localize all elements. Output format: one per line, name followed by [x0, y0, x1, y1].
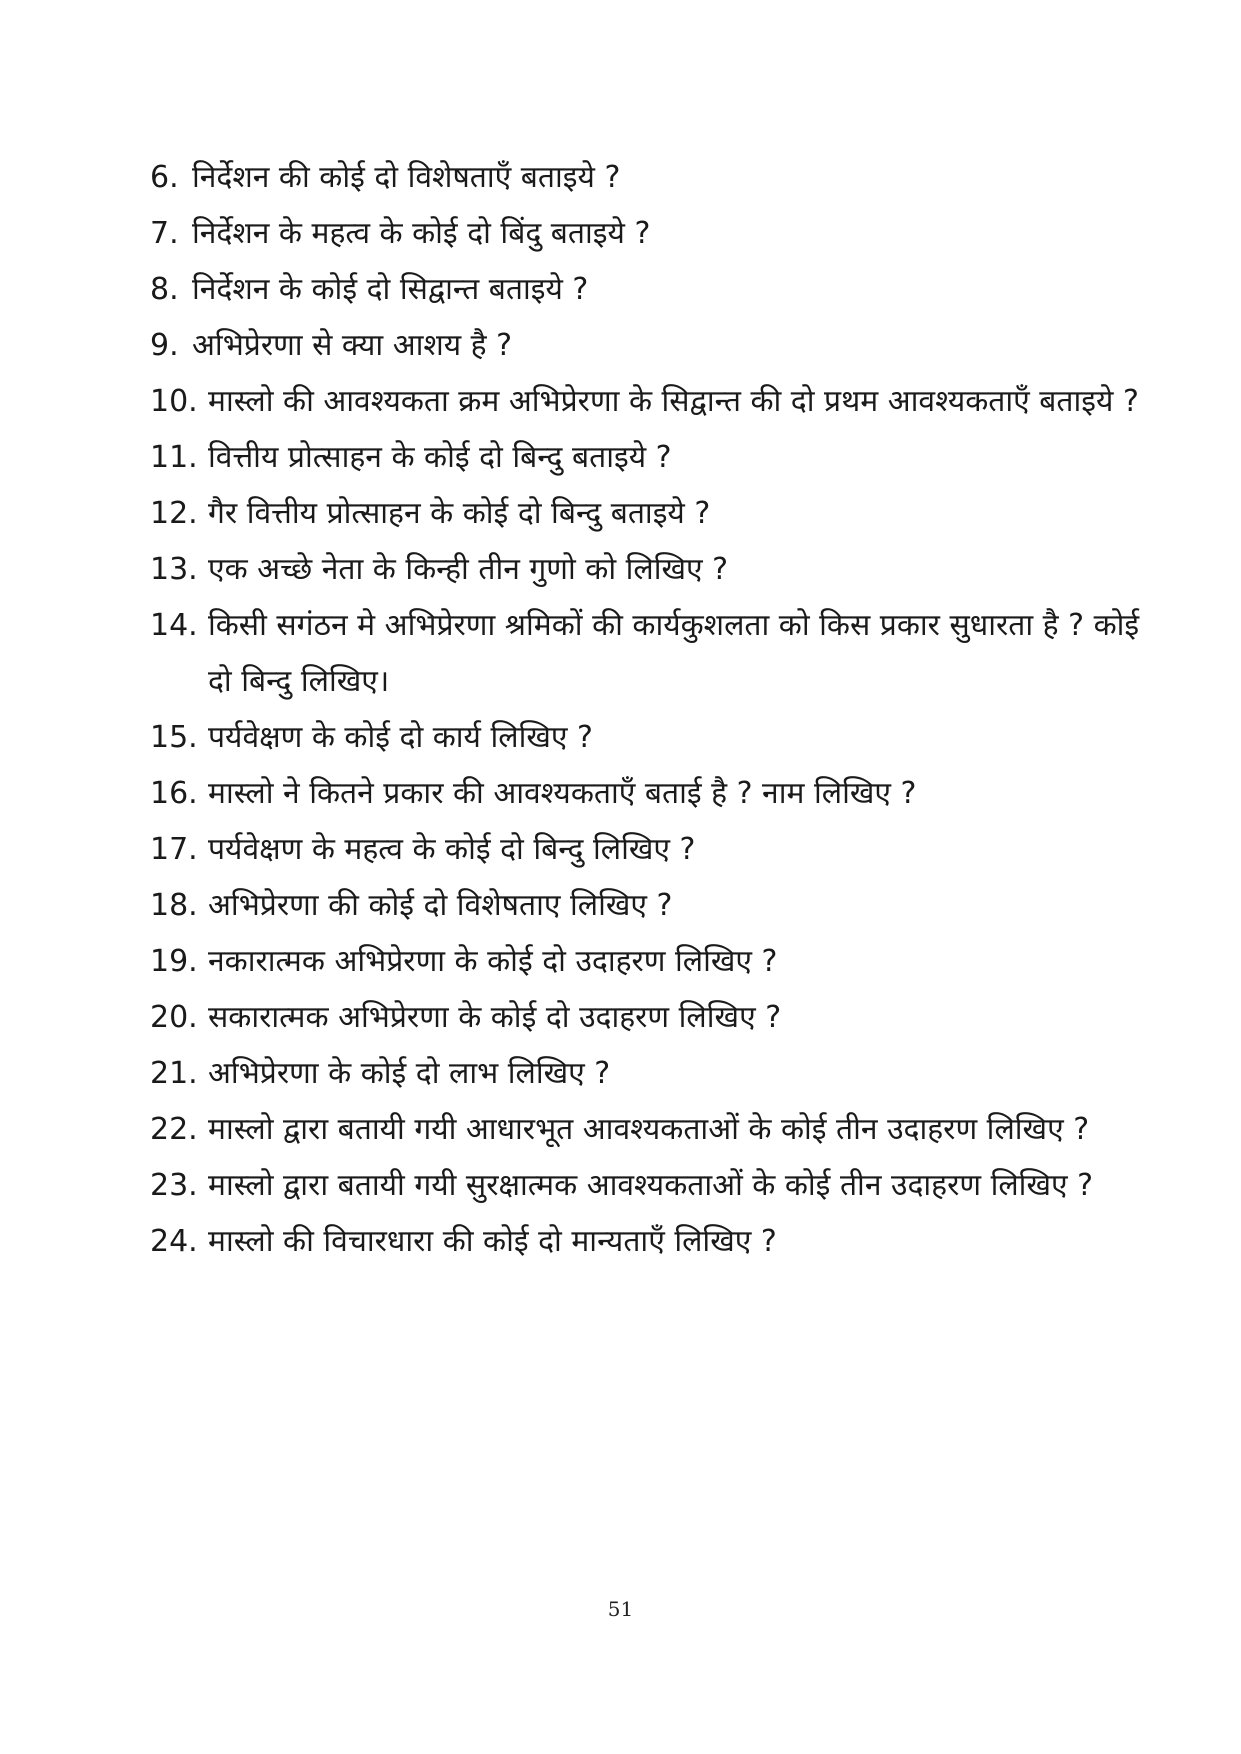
- question-number: 6.: [150, 160, 179, 195]
- question-item: [150, 1046, 1170, 1102]
- question-item: [150, 878, 1170, 934]
- question-number: 12.: [150, 496, 198, 531]
- question-number: 22.: [150, 1112, 198, 1147]
- question-item: [150, 1214, 1170, 1270]
- question-number: 16.: [150, 776, 198, 811]
- question-number: 13.: [150, 552, 198, 587]
- question-item: [150, 542, 1170, 598]
- question-text: गैर वित्तीय प्रोत्साहन के कोई दो बिन्दु बताइये ?: [208, 496, 711, 531]
- question-number: 11.: [150, 440, 198, 475]
- question-number: 20.: [150, 1000, 198, 1035]
- question-item: [150, 206, 1170, 262]
- question-item: [150, 990, 1170, 1046]
- question-text: अभिप्रेरणा की कोई दो विशेषताए लिखिए ?: [208, 888, 673, 923]
- question-number: 10.: [150, 384, 198, 419]
- question-item: [150, 822, 1170, 878]
- question-item: [150, 598, 1170, 710]
- page-number: 51: [607, 1597, 634, 1621]
- question-item: [150, 710, 1170, 766]
- question-text: मास्लो ने कितने प्रकार की आवश्यकताएँ बताई है ? नाम लिखिए ?: [208, 776, 917, 811]
- question-text: निर्देशन के महत्व के कोई दो बिंदु बताइये ?: [192, 216, 651, 251]
- question-number: 14.: [150, 608, 198, 643]
- question-item: [150, 374, 1170, 430]
- question-number: 7.: [150, 216, 179, 251]
- question-item: [150, 934, 1170, 990]
- question-text: अभिप्रेरणा के कोई दो लाभ लिखिए ?: [208, 1056, 611, 1091]
- question-number: 24.: [150, 1224, 198, 1259]
- question-number: 23.: [150, 1168, 198, 1203]
- question-item: [150, 486, 1170, 542]
- question-text: वित्तीय प्रोत्साहन के कोई दो बिन्दु बताइये ?: [208, 440, 672, 475]
- question-item: [150, 150, 1170, 206]
- question-text: मास्लो की विचारधारा की कोई दो मान्यताएँ लिखिए ?: [208, 1224, 777, 1259]
- question-item: [150, 1102, 1170, 1158]
- question-text: मास्लो द्वारा बतायी गयी आधारभूत आवश्यकताओं के कोई तीन उदाहरण लिखिए ?: [208, 1112, 1090, 1147]
- question-text: सकारात्मक अभिप्रेरणा के कोई दो उदाहरण लिखिए ?: [208, 1000, 782, 1035]
- question-item: [150, 430, 1170, 486]
- question-text: पर्यवेक्षण के महत्व के कोई दो बिन्दु लिखिए ?: [208, 832, 696, 867]
- question-number: 9.: [150, 328, 179, 363]
- question-number: 19.: [150, 944, 198, 979]
- question-text: अभिप्रेरणा से क्या आशय है ?: [192, 328, 513, 363]
- question-text: मास्लो द्वारा बतायी गयी सुरक्षात्मक आवश्यकताओं के कोई तीन उदाहरण लिखिए ?: [208, 1168, 1094, 1203]
- question-number: 21.: [150, 1056, 198, 1091]
- question-text: मास्लो की आवश्यकता क्रम अभिप्रेरणा के सिद्वान्त की दो प्रथम आवश्यकताएँ बताइये ?: [208, 384, 1139, 419]
- question-text: निर्देशन की कोई दो विशेषताएँ बताइये ?: [192, 160, 621, 195]
- question-text: एक अच्छे नेता के किन्ही तीन गुणो को लिखिए ?: [208, 552, 729, 587]
- question-item: [150, 262, 1170, 318]
- question-text: निर्देशन के कोई दो सिद्वान्त बताइये ?: [192, 272, 589, 307]
- question-number: 18.: [150, 888, 198, 923]
- question-item: [150, 1158, 1170, 1214]
- question-number: 17.: [150, 832, 198, 867]
- question-text: नकारात्मक अभिप्रेरणा के कोई दो उदाहरण लिखिए ?: [208, 944, 778, 979]
- question-text: पर्यवेक्षण के कोई दो कार्य लिखिए ?: [208, 720, 593, 755]
- question-number: 15.: [150, 720, 198, 755]
- question-item: [150, 318, 1170, 374]
- question-list: [150, 150, 1170, 1270]
- question-text: किसी सगंठन मे अभिप्रेरणा श्रमिकों की कार्यकुशलता को किस प्रकार सुधारता है ? कोई दो बिन्दु लिखिए।: [208, 608, 1140, 699]
- question-number: 8.: [150, 272, 179, 307]
- question-item: [150, 766, 1170, 822]
